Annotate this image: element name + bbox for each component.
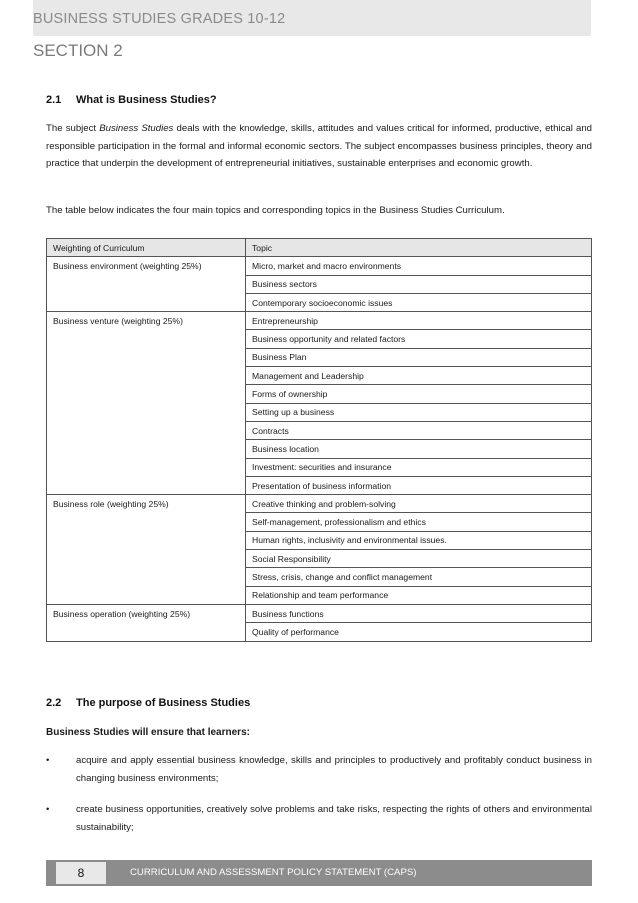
weighting-cell: Business venture (weighting 25%): [47, 312, 246, 495]
topic-cell: Business sectors: [246, 275, 592, 293]
bullet-text: create business opportunities, creatively solve problems and take risks, respecting the rights of others and environmental sustainability;: [76, 804, 592, 833]
topic-cell: Social Responsibility: [246, 550, 592, 568]
intro-text-end: deals with the knowledge, skills, attitudes and values critical for informed, productive, ethical and responsible participation in the formal and informal economic sectors. The subject encompasses business principles, theory and practice that underpin the development of entrepreneurial initiatives, sustainable enterprises and economic growth.: [46, 123, 592, 169]
table-row: [47, 312, 592, 330]
page-number: 8: [56, 862, 106, 884]
footer-title: CURRICULUM AND ASSESSMENT POLICY STATEMENT (CAPS): [130, 867, 417, 878]
heading-number: 2.1: [46, 94, 62, 106]
topic-cell: Contemporary socioeconomic issues: [246, 293, 592, 311]
table-row: [47, 257, 592, 275]
topic-cell: Management and Leadership: [246, 367, 592, 385]
topic-cell: Contracts: [246, 421, 592, 439]
heading-number: 2.2: [46, 697, 62, 709]
topic-cell: Presentation of business information: [246, 476, 592, 494]
table-header-row: [47, 239, 592, 257]
topic-cell: Entrepreneurship: [246, 312, 592, 330]
heading-text: The purpose of Business Studies: [76, 697, 251, 709]
column-header-topic: Topic: [246, 239, 592, 257]
intro-emphasis: Business Studies: [99, 123, 174, 134]
topic-cell: Business location: [246, 440, 592, 458]
weighting-cell: Business operation (weighting 25%): [47, 604, 246, 641]
topic-cell: Forms of ownership: [246, 385, 592, 403]
weighting-cell: Business environment (weighting 25%): [47, 257, 246, 312]
topic-cell: Self-management, professionalism and ethics: [246, 513, 592, 531]
topic-cell: Business Plan: [246, 348, 592, 366]
topic-cell: Relationship and team performance: [246, 586, 592, 604]
document-header-title: BUSINESS STUDIES GRADES 10-12: [33, 11, 286, 27]
topic-cell: Business functions: [246, 604, 592, 622]
section-title: SECTION 2: [33, 41, 123, 60]
heading-2-1: [46, 94, 217, 106]
purpose-lead-text: Business Studies will ensure that learners:: [46, 727, 250, 738]
heading-text: What is Business Studies?: [76, 94, 217, 106]
weighting-cell: Business role (weighting 25%): [47, 495, 246, 605]
topic-cell: Stress, crisis, change and conflict management: [246, 568, 592, 586]
topic-cell: Investment: securities and insurance: [246, 458, 592, 476]
topic-cell: Setting up a business: [246, 403, 592, 421]
table-row: [47, 495, 592, 513]
topic-cell: Micro, market and macro environments: [246, 257, 592, 275]
bullet-marker: •: [46, 804, 50, 815]
bullet-marker: •: [46, 755, 50, 766]
column-header-weighting: Weighting of Curriculum: [47, 239, 246, 257]
topic-cell: Quality of performance: [246, 623, 592, 641]
topic-cell: Human rights, inclusivity and environmental issues.: [246, 531, 592, 549]
topic-cell: Business opportunity and related factors: [246, 330, 592, 348]
bullet-text: acquire and apply essential business knowledge, skills and principles to productively and profitably conduct business in changing business environments;: [76, 755, 592, 784]
curriculum-table: [46, 238, 592, 642]
intro-paragraph: [46, 120, 592, 173]
table-intro-paragraph: The table below indicates the four main topics and corresponding topics in the Business Studies Curriculum.: [46, 205, 505, 216]
intro-text-start: The subject: [46, 123, 100, 134]
heading-2-2: [46, 697, 250, 709]
table-row: [47, 604, 592, 622]
topic-cell: Creative thinking and problem-solving: [246, 495, 592, 513]
